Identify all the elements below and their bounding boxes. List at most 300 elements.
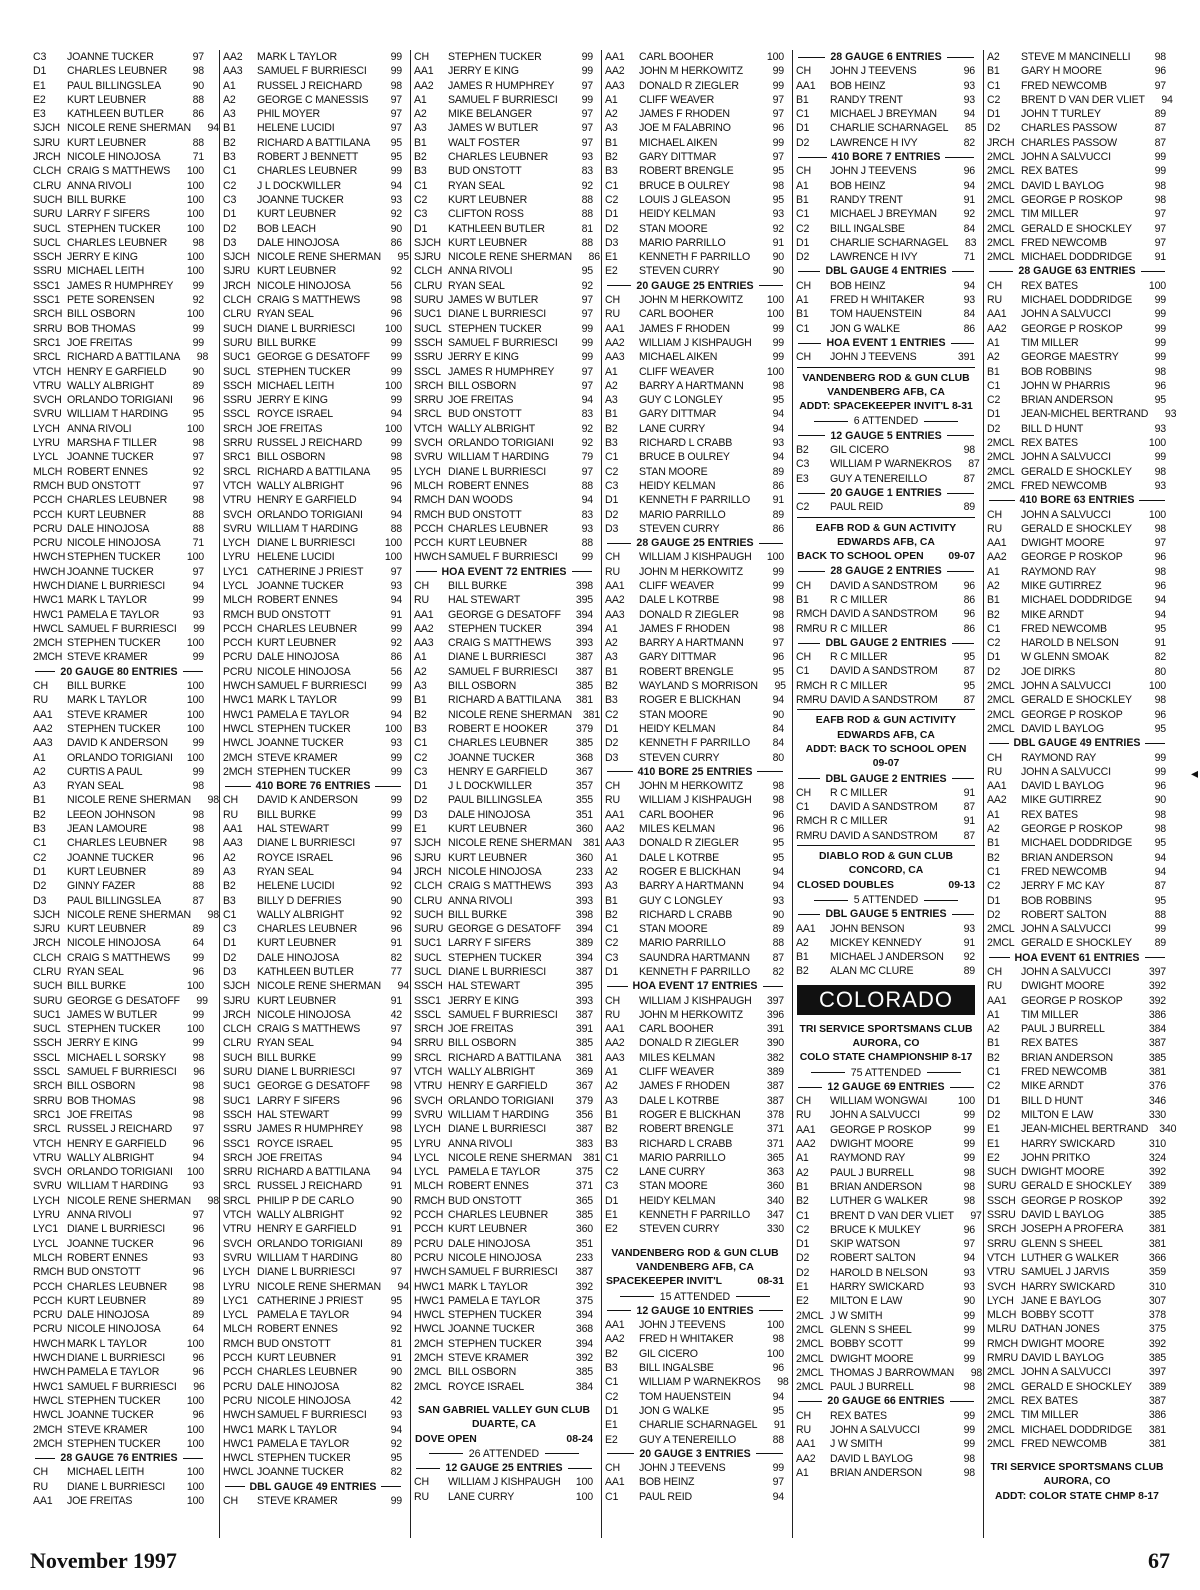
result-row [984, 708, 1170, 722]
result-row [984, 1151, 1170, 1165]
score: 100 [1148, 680, 1166, 693]
result-row [793, 1151, 979, 1165]
score: 71 [192, 537, 204, 550]
result-row [984, 508, 1170, 522]
class-code: SSCH [33, 251, 62, 264]
shooter-name: BUD ONSTOTT [448, 1194, 522, 1207]
score: 97 [192, 51, 204, 63]
shooter-name: LANE CURRY [448, 1490, 515, 1503]
class-code: A2 [987, 51, 1000, 63]
score: 97 [390, 565, 402, 578]
shooter-name: DIANE L BURRIESCI [257, 537, 356, 550]
score: 100 [186, 1423, 204, 1436]
score: 98 [390, 1080, 402, 1093]
shooter-name: BRIAN ANDERSON [830, 1180, 922, 1193]
score: 93 [963, 93, 975, 106]
class-code: CH [223, 794, 238, 807]
score: 97 [192, 1209, 204, 1222]
class-code: D2 [223, 222, 237, 235]
class-code: SUCH [414, 908, 444, 921]
class-code: E1 [796, 1281, 809, 1294]
shooter-name: ROBERT ENNES [448, 1180, 529, 1193]
shooter-name: BOB THOMAS [67, 1094, 136, 1107]
class-code: AA3 [33, 737, 53, 750]
event-title: 28 GAUGE 63 ENTRIES [1018, 265, 1136, 278]
score: 93 [963, 294, 975, 307]
shooter-name: HENRY E GARFIELD [257, 1223, 357, 1236]
dash-divider [607, 1310, 631, 1311]
event-header [793, 264, 979, 278]
score: 98 [390, 1123, 402, 1136]
score: 100 [186, 980, 204, 993]
shooter-name: BILL OSBORN [67, 1080, 136, 1093]
class-code: D2 [796, 136, 810, 149]
result-row [984, 851, 1170, 865]
shooter-name: ORLANDO TORIGIANI [448, 437, 554, 450]
class-code: CH [605, 294, 620, 307]
score: 92 [390, 265, 402, 278]
score: 94 [1154, 865, 1166, 878]
score: 94 [207, 122, 219, 135]
class-code: SRCL [223, 465, 251, 478]
result-row [30, 1394, 208, 1408]
result-row [602, 894, 788, 908]
class-code: E2 [605, 1433, 618, 1446]
score: 95 [1154, 894, 1166, 907]
score: 99 [390, 1494, 402, 1507]
shooter-name: R C MILLER [830, 815, 888, 828]
class-code: B1 [987, 365, 1000, 378]
class-code: C1 [796, 108, 810, 121]
class-code: CH [987, 279, 1002, 292]
result-row [984, 1051, 1170, 1065]
result-row [411, 1022, 597, 1036]
score: 93 [581, 522, 593, 535]
result-row [602, 508, 788, 522]
result-row [602, 622, 788, 636]
shooter-name: WALLY ALBRIGHT [257, 908, 345, 921]
result-row [793, 207, 979, 221]
shooter-name: PAUL BILLINGSLEA [67, 894, 161, 907]
score: 98 [207, 908, 219, 921]
score: 99 [581, 51, 593, 63]
club-info: TRI SERVICE SPORTSMANS CLUB [799, 1023, 973, 1035]
class-code: SRC1 [33, 1108, 61, 1121]
result-row [602, 1165, 788, 1179]
shooter-name: PAUL REID [830, 501, 883, 514]
shooter-name: J L DOCKWILLER [257, 179, 341, 192]
result-row [984, 550, 1170, 564]
class-code: B2 [796, 444, 809, 457]
shooter-name: STEPHEN TUCKER [67, 1023, 161, 1036]
dash-divider [759, 543, 783, 544]
event-header [602, 979, 788, 993]
score: 86 [772, 522, 784, 535]
shooter-name: DAVID A SANDSTROM [830, 694, 938, 707]
result-row [30, 936, 208, 950]
result-row [220, 379, 406, 393]
class-code: B2 [605, 422, 618, 435]
score: 367 [575, 1080, 593, 1093]
score: 95 [581, 265, 593, 278]
shooter-name: GIL CICERO [830, 444, 889, 457]
event-header [411, 565, 597, 579]
shooter-name: PAMELA E TAYLOR [448, 1294, 541, 1307]
score: 99 [963, 1338, 975, 1351]
shooter-name: BOB HEINZ [830, 79, 886, 92]
class-code: SVRU [223, 1251, 252, 1264]
result-row [220, 965, 406, 979]
result-row [30, 908, 219, 922]
result-row [793, 121, 979, 135]
class-code: CLRU [414, 894, 443, 907]
class-code: E1 [605, 1209, 618, 1222]
score: 98 [1154, 565, 1166, 578]
score: 91 [390, 1180, 402, 1193]
club-info: EDWARDS AFB, CA [837, 729, 935, 741]
class-code: A1 [987, 808, 1000, 821]
class-code: SRCH [33, 1080, 63, 1093]
class-code: A1 [987, 336, 1000, 349]
class-code: SSCL [414, 365, 441, 378]
shooter-name: PAMELA E TAYLOR [257, 1309, 350, 1322]
class-code: C1 [796, 322, 810, 335]
class-code: E3 [796, 472, 809, 485]
result-row [411, 1151, 600, 1165]
class-code: RU [987, 765, 1002, 778]
score: 88 [772, 1433, 784, 1446]
shooter-name: ORLANDO TORIGIANI [257, 1237, 363, 1250]
class-code: CH [796, 786, 811, 799]
class-code: D1 [223, 937, 237, 950]
shooter-name: ROBERT BRENGLE [639, 1123, 734, 1136]
shooter-name: JOHN T TURLEY [1021, 108, 1101, 121]
class-code: PCCH [223, 1352, 253, 1365]
shooter-name: WILLIAM J KISHPAUGH [639, 551, 752, 564]
class-code: CLCH [414, 265, 443, 278]
score: 368 [575, 1323, 593, 1336]
score: 98 [772, 179, 784, 192]
result-row [30, 136, 208, 150]
shooter-name: HELENE LUCIDI [257, 551, 335, 564]
class-code: D1 [605, 494, 619, 507]
shooter-name: SAMUEL F BURRIESCI [448, 1266, 558, 1279]
shooter-name: MIKE ARNDT [1021, 1080, 1084, 1093]
score: 393 [575, 994, 593, 1007]
score: 94 [192, 1151, 204, 1164]
class-code: C3 [414, 208, 428, 221]
result-row [30, 393, 208, 407]
class-code: SSCH [33, 1037, 62, 1050]
result-row [30, 436, 208, 450]
shooter-name: DIANE L BURRIESCI [448, 1123, 547, 1136]
shooter-name: DWIGHT MOORE [1021, 980, 1105, 993]
class-code: RMCH [33, 1266, 64, 1279]
class-code: E1 [987, 1123, 1000, 1136]
result-row [220, 622, 406, 636]
class-code: SURU [33, 208, 63, 221]
result-row [220, 908, 406, 922]
class-code: HWCH [33, 579, 66, 592]
shooter-name: CHARLES LEUBNER [67, 236, 168, 249]
class-code: A2 [796, 936, 809, 949]
score: 79 [581, 451, 593, 464]
shooter-name: RUSSEL J REICHARD [257, 437, 363, 450]
result-row [411, 608, 597, 622]
result-row [984, 936, 1170, 950]
shooter-name: JOANNE TUCKER [67, 1237, 154, 1250]
score: 87 [192, 894, 204, 907]
shooter-name: MARK L TAYLOR [67, 694, 148, 707]
class-code: D2 [605, 508, 619, 521]
result-row [411, 536, 597, 550]
shooter-name: BUD ONSTOTT [448, 508, 522, 521]
score: 397 [766, 994, 784, 1007]
class-code: RMRU [796, 694, 827, 707]
score: 93 [1154, 422, 1166, 435]
result-row [984, 922, 1170, 936]
class-code: SRCL [414, 1051, 442, 1064]
result-row [220, 808, 406, 822]
class-code: MLCH [33, 465, 63, 478]
class-code: B3 [605, 437, 618, 450]
score: 94 [963, 108, 975, 121]
dash-divider [183, 1458, 203, 1459]
shooter-name: HAL STEWART [448, 980, 521, 993]
class-code: HWCL [223, 1466, 254, 1479]
shooter-name: GEORGE P ROSKOP [1021, 823, 1123, 836]
result-row [793, 1123, 979, 1137]
score: 99 [192, 1037, 204, 1050]
shooter-name: MICHAEL DODDRIDGE [1021, 1423, 1132, 1436]
score: 100 [186, 680, 204, 693]
shooter-name: BUD ONSTOTT [448, 408, 522, 421]
result-row [411, 1051, 597, 1065]
class-code: CH [605, 780, 620, 793]
score: 97 [390, 837, 402, 850]
shooter-name: TOM HAUENSTEIN [639, 1390, 731, 1403]
shooter-name: JAMES R HUMPHREY [67, 279, 174, 292]
score: 393 [575, 880, 593, 893]
result-row [220, 736, 406, 750]
shooter-name: BOB HEINZ [639, 1476, 695, 1489]
shooter-name: RUSSEL J REICHARD [257, 79, 363, 92]
class-code: PCCH [223, 1366, 253, 1379]
shooter-name: DIANE L BURRIESCI [67, 1223, 166, 1236]
shooter-name: WILLIAM T HARDING [448, 451, 549, 464]
class-code: SUCL [414, 322, 442, 335]
class-code: LYRU [33, 437, 60, 450]
result-row [984, 665, 1170, 679]
score: 89 [1154, 108, 1166, 121]
score: 99 [390, 823, 402, 836]
score: 94 [772, 880, 784, 893]
score: 100 [186, 193, 204, 206]
score: 384 [1148, 1023, 1166, 1036]
result-row [602, 322, 788, 336]
class-code: HWCH [414, 1266, 447, 1279]
class-code: B1 [796, 93, 809, 106]
score: 381 [1148, 1423, 1166, 1436]
score: 99 [581, 322, 593, 335]
result-row [602, 379, 788, 393]
score: 84 [963, 222, 975, 235]
score: 97 [581, 308, 593, 321]
score: 96 [1154, 708, 1166, 721]
score: 80 [772, 751, 784, 764]
result-row [30, 465, 208, 479]
results-column-4 [601, 50, 788, 1538]
result-row [793, 107, 979, 121]
result-row [220, 1437, 406, 1451]
shooter-name: RICHARD A BATTILANA [257, 465, 371, 478]
shooter-name: NICOLE HINOJOSA [257, 665, 351, 678]
section-rule [797, 709, 975, 710]
result-row [220, 279, 406, 293]
result-row [793, 350, 979, 364]
score: 83 [581, 508, 593, 521]
score: 100 [384, 551, 402, 564]
result-row [30, 894, 208, 908]
attendance [602, 1290, 788, 1304]
result-row [30, 322, 208, 336]
class-code: VTRU [223, 1223, 252, 1236]
score: 93 [963, 1281, 975, 1294]
class-code: A2 [605, 865, 618, 878]
class-code: A1 [605, 1066, 618, 1079]
shooter-name: MICHAEL DODDRIDGE [1021, 251, 1132, 264]
shoot-date: 08-24 [566, 1433, 593, 1445]
shooter-name: BUD ONSTOTT [257, 608, 331, 621]
result-row [984, 193, 1170, 207]
result-row [30, 522, 208, 536]
result-row [602, 236, 788, 250]
shooter-name: BILL OSBORN [448, 1037, 517, 1050]
class-code: AA3 [605, 608, 625, 621]
result-row [30, 550, 208, 564]
score: 99 [963, 1138, 975, 1151]
shooter-name: DONALD R ZIEGLER [639, 79, 739, 92]
result-row [220, 650, 406, 664]
result-row [411, 636, 597, 650]
class-code: SRRU [33, 1094, 63, 1107]
result-row [30, 1122, 208, 1136]
class-code: SSRU [414, 351, 443, 364]
score: 64 [192, 937, 204, 950]
shooter-name: DIANE L BURRIESCI [67, 579, 166, 592]
class-code: CH [796, 1409, 811, 1422]
result-row [220, 1008, 406, 1022]
score: 96 [192, 1409, 204, 1422]
shooter-name: BRUCE B OULREY [639, 451, 730, 464]
result-row [984, 808, 1170, 822]
result-row [30, 1108, 208, 1122]
result-row [984, 479, 1170, 493]
shooter-name: MARIO PARRILLO [639, 1151, 726, 1164]
result-row [220, 393, 406, 407]
result-row [602, 1490, 788, 1504]
shooter-name: BILLY D DEFRIES [257, 894, 342, 907]
class-code: RMCH [33, 479, 64, 492]
shooter-name: CHARLES LEUBNER [448, 151, 549, 164]
event-title: 12 GAUGE 5 ENTRIES [830, 429, 942, 442]
class-code: C2 [414, 751, 428, 764]
shooter-name: JOHN J TEEVENS [830, 65, 917, 78]
class-code: C1 [605, 179, 619, 192]
dash-divider [947, 57, 974, 58]
shooter-name: NICOLE HINOJOSA [257, 279, 351, 292]
class-code: JRCH [223, 279, 251, 292]
score: 389 [766, 1066, 784, 1079]
score: 99 [1154, 294, 1166, 307]
score: 89 [963, 501, 975, 514]
class-code: SVRU [223, 522, 252, 535]
class-code: SSCH [223, 379, 252, 392]
shooter-name: GEORGE P ROSKOP [1021, 551, 1123, 564]
score: 94 [1154, 851, 1166, 864]
result-row [602, 93, 788, 107]
result-row [30, 636, 208, 650]
class-code: 2MCL [796, 1352, 824, 1365]
score: 86 [963, 622, 975, 635]
result-row [411, 407, 597, 421]
class-code: C1 [987, 79, 1001, 92]
result-row [30, 1494, 208, 1508]
result-row [411, 965, 597, 979]
score: 89 [772, 923, 784, 936]
result-row [30, 751, 208, 765]
score: 95 [1154, 722, 1166, 735]
result-row [984, 865, 1170, 879]
score: 89 [772, 465, 784, 478]
shooter-name: ROYCE ISRAEL [257, 408, 333, 421]
shooter-name: ROBERT ENNES [257, 1323, 338, 1336]
shooter-name: DAVID A SANDSTROM [830, 801, 938, 814]
result-row [984, 1294, 1170, 1308]
score: 90 [390, 222, 402, 235]
results-column-2 [219, 50, 409, 1538]
class-code: A3 [605, 880, 618, 893]
shooter-name: RICHARD A BATTILANA [448, 694, 562, 707]
score: 385 [1148, 1051, 1166, 1064]
class-code: 2MCL [987, 451, 1015, 464]
shooter-name: CHARLES PASSOW [1021, 136, 1117, 149]
score: 99 [963, 1424, 975, 1437]
class-code: B1 [987, 65, 1000, 78]
class-code: B1 [605, 894, 618, 907]
class-code: VTCH [987, 1251, 1016, 1264]
class-code: LYCH [223, 1266, 250, 1279]
class-code: LYC1 [223, 565, 248, 578]
score: 351 [575, 1237, 593, 1250]
class-code: LYCL [414, 1151, 439, 1164]
score: 100 [957, 1095, 975, 1108]
shooter-name: KURT LEUBNER [67, 1294, 147, 1307]
result-row [220, 708, 406, 722]
result-row [220, 1365, 406, 1379]
shooter-name: BOB HEINZ [830, 279, 886, 292]
class-code: PCCH [223, 637, 253, 650]
score: 96 [192, 394, 204, 407]
shooter-name: RYAN SEAL [257, 1037, 314, 1050]
result-row [30, 994, 208, 1008]
score: 99 [390, 365, 402, 378]
score: 96 [1154, 379, 1166, 392]
dash-divider [416, 1468, 440, 1469]
score: 99 [192, 737, 204, 750]
result-row [30, 708, 208, 722]
class-code: AA2 [605, 823, 625, 836]
